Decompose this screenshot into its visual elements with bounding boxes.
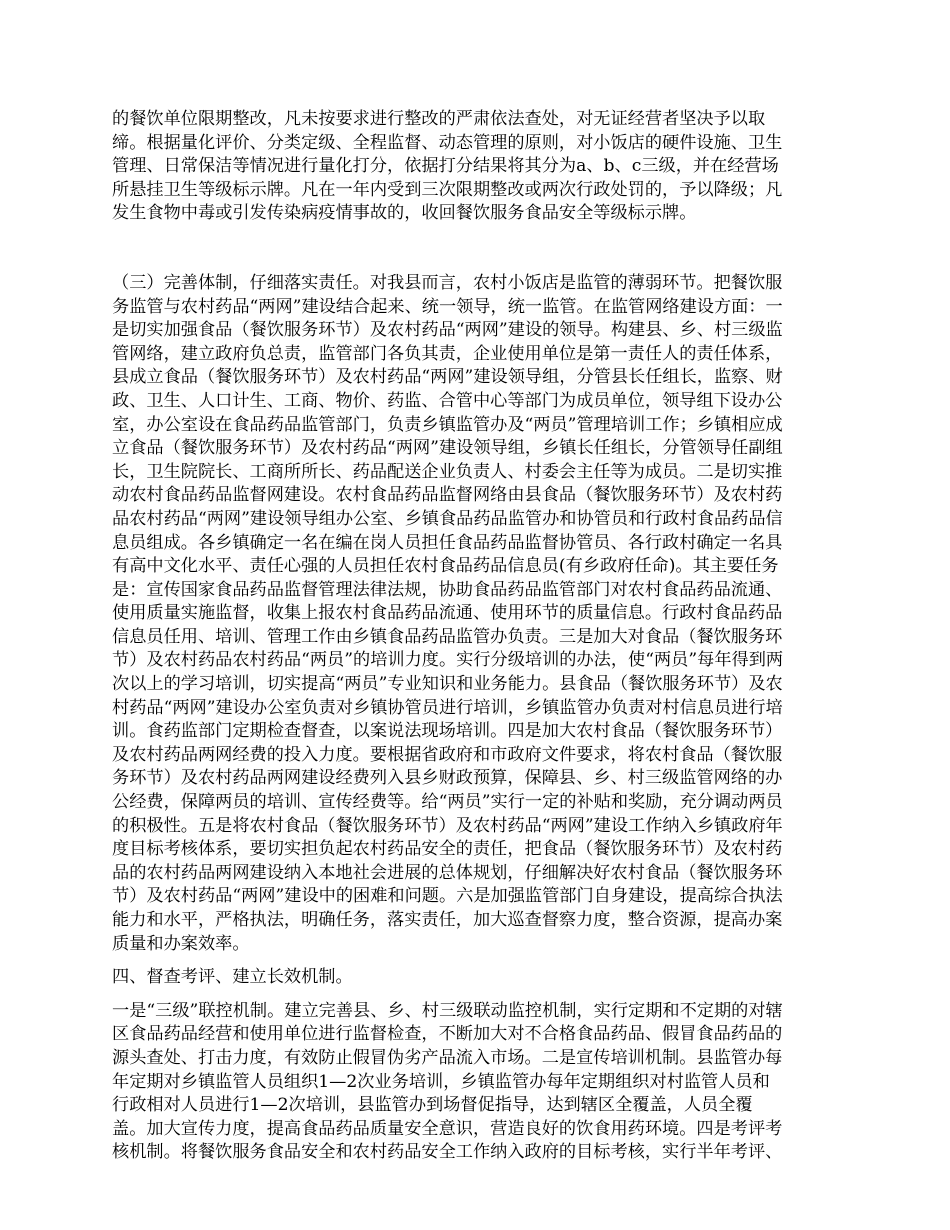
- text-line: 有高中文化水平、责任心强的人员担任农村食品药品信息员(有乡政府任命)。其主要任务: [112, 556, 779, 577]
- text-line: 能力和水平，严格执法，明确任务，落实责任，加大巡查督察力度，整合资源，提高办案: [112, 910, 783, 930]
- text-line: 村药品“两网”建设办公室负责对乡镇协管员进行培训，乡镇监管办负责对村信息员进行培: [112, 697, 783, 718]
- text-line: 品农村药品“两网”建设领导组办公室、乡镇食品药品监管办和协管员和行政村食品药品信: [112, 508, 783, 529]
- text-line: 公经费，保障两员的培训、宣传经费等。给“两员”实行一定的补贴和奖励，充分调动两员: [112, 792, 783, 813]
- text-line: 一是“三级”联控机制。建立完善县、乡、村三级联动监控机制，实行定期和不定期的对辖: [112, 1000, 783, 1021]
- text-line: 发生食物中毒或引发传染病疫情事故的，收回餐饮服务食品安全等级标示牌。: [112, 203, 697, 224]
- paragraph-food-rating: [112, 108, 836, 226]
- text-line: 四、督查考评、建立长效机制。: [112, 967, 353, 988]
- text-line: 务环节）及农村药品两网建设经费列入县乡财政预算，保障县、乡、村三级监管网络的办: [112, 768, 783, 789]
- text-line: 长，卫生院院长、工商所所长、药品配送企业负责人、村委会主任等为成员。二是切实推: [112, 461, 783, 482]
- text-line: 区食品药品经营和使用单位进行监督检查，不断加大对不合格食品药品、假冒食品药品的: [112, 1024, 783, 1045]
- text-line: 源头查处、打击力度，有效防止假冒伪劣产品流入市场。二是宣传培训机制。县监管办每: [112, 1047, 783, 1068]
- text-line: 行政相对人员进行1—2次培训，县监管办到场督促指导，达到辖区全覆盖，人员全覆: [112, 1095, 753, 1116]
- text-line: 及农村药品两网经费的投入力度。要根据省政府和市政府文件要求，将农村食品（餐饮服: [112, 744, 783, 765]
- text-line: 立食品（餐饮服务环节）及农村药品“两网”建设领导组，乡镇长任组长，分管领导任副组: [112, 438, 783, 459]
- text-line: 质量和办案效率。: [112, 933, 250, 954]
- text-line: 县成立食品（餐饮服务环节）及农村药品“两网”建设领导组，分管县长任组长，监察、财: [112, 367, 783, 388]
- text-line: 信息员任用、培训、管理工作由乡镇食品药品监管办负责。三是加大对食品（餐饮服务环: [112, 626, 783, 647]
- text-line: 年定期对乡镇监管人员组织1—2次业务培训，乡镇监管办每年定期组织对村监管人员和: [112, 1071, 770, 1092]
- paragraph-joint-control: [112, 1000, 836, 1165]
- text-line: 品的农村药品两网建设纳入本地社会进展的总体规划，仔细解决好农村食品（餐饮服务环: [112, 862, 783, 883]
- text-line: 次以上的学习培训，切实提高“两员”专业知识和业务能力。县食品（餐饮服务环节）及农: [112, 674, 783, 695]
- text-line: 所悬挂卫生等级标示牌。凡在一年内受到三次限期整改或两次行政处罚的，予以降级；凡: [112, 179, 783, 200]
- text-line: 动农村食品药品监督网建设。农村食品药品监督网络由县食品（餐饮服务环节）及农村药: [112, 485, 783, 506]
- text-line: 室，办公室设在食品药品监管部门，负责乡镇监管办及“两员”管理培训工作；乡镇相应成: [112, 414, 783, 435]
- text-line: （三）完善体制，仔细落实责任。对我县而言，农村小饭店是监管的薄弱环节。把餐饮服: [112, 272, 783, 293]
- text-line: 政、卫生、人口计生、工商、物价、药监、合管中心等部门为成员单位，领导组下设办公: [112, 390, 783, 411]
- text-line: 是切实加强食品（餐饮服务环节）及农村药品“两网”建设的领导。构建县、乡、村三级监: [112, 320, 783, 341]
- text-line: 是：宣传国家食品药品监督管理法律法规，协助食品药品监管部门对农村食品药品流通、: [112, 579, 783, 600]
- text-line: 的餐饮单位限期整改，凡未按要求进行整改的严肃依法查处，对无证经营者坚决予以取: [112, 109, 766, 129]
- text-line: 训。食药监部门定期检查督查，以案说法现场培训。四是加大农村食品（餐饮服务环节）: [112, 721, 783, 742]
- document-body: [112, 108, 836, 1165]
- text-line: 节）及农村药品“两网”建设中的困难和问题。六是加强监管部门自身建设，提高综合执法: [112, 886, 783, 907]
- text-line: 的积极性。五是将农村食品（餐饮服务环节）及农村药品“两网”建设工作纳入乡镇政府年: [112, 815, 783, 836]
- text-line: 务监管与农村药品“两网”建设结合起来、统一领导，统一监管。在监管网络建设方面：一: [112, 296, 783, 317]
- paragraph-system-improvement: [112, 272, 836, 956]
- text-line: 度目标考核体系，要切实担负起农村药品安全的责任，把食品（餐饮服务环节）及农村药: [112, 839, 783, 860]
- section-heading-supervision: [112, 966, 836, 990]
- text-line: 使用质量实施监督，收集上报农村食品药品流通、使用环节的质量信息。行政村食品药品: [112, 603, 783, 624]
- text-line: 核机制。将餐饮服务食品安全和农村药品安全工作纳入政府的目标考核，实行半年考评、: [112, 1142, 783, 1163]
- text-line: 盖。加大宣传力度，提高食品药品质量安全意识，营造良好的饮食用药环境。四是考评考: [112, 1118, 783, 1139]
- text-line: 管网络，建立政府负总责，监管部门各负其责，企业使用单位是第一责任人的责任体系，: [112, 343, 783, 364]
- text-line: 息员组成。各乡镇确定一名在编在岗人员担任食品药品监督协管员、各行政村确定一名具: [112, 532, 783, 553]
- text-line: 节）及农村药品农村药品“两员”的培训力度。实行分级培训的办法，使“两员”每年得到两: [112, 650, 784, 671]
- text-line: 管理、日常保洁等情况进行量化打分，依据打分结果将其分为a、b、c三级，并在经营场: [112, 156, 779, 177]
- text-line: 缔。根据量化评价、分类定级、全程监督、动态管理的原则，对小饭店的硬件设施、卫生: [112, 132, 783, 153]
